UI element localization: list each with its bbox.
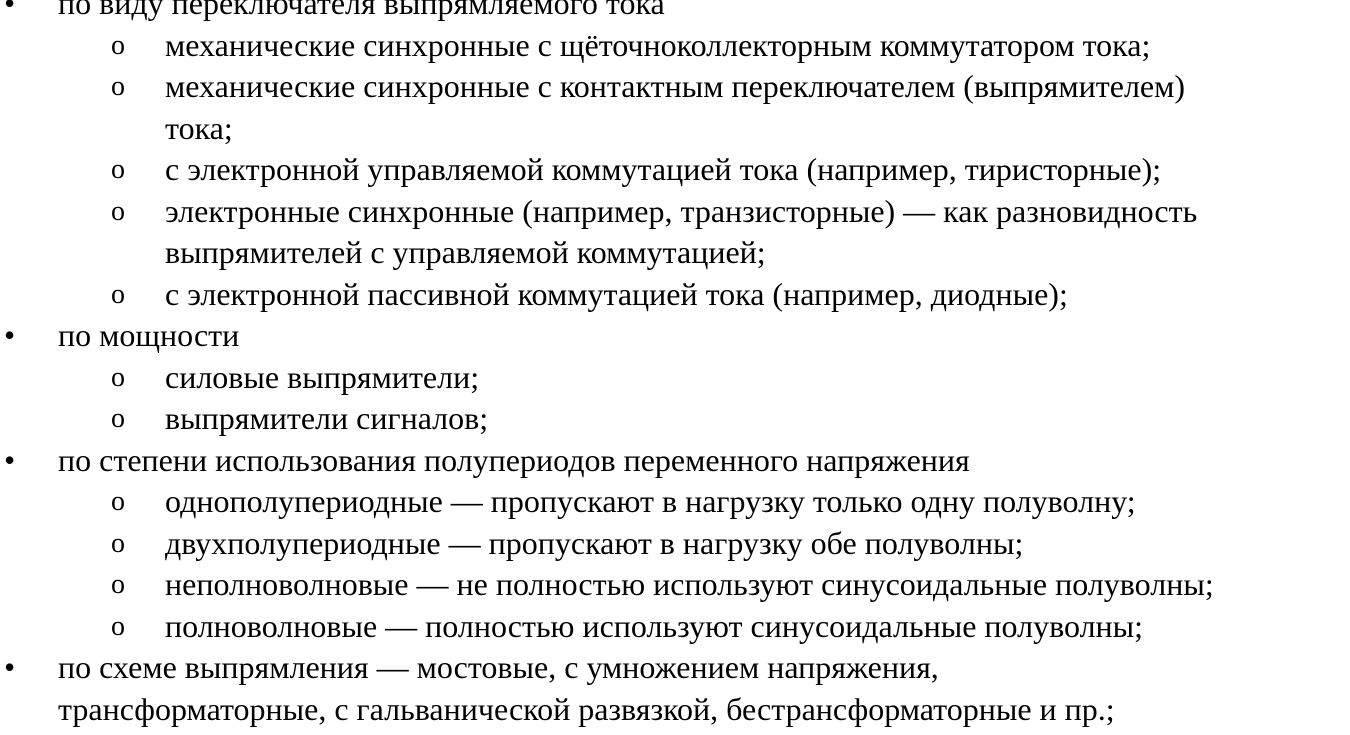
sub-list-item	[0, 357, 1350, 399]
sub-list-item	[0, 481, 1350, 523]
sub-list-item	[0, 398, 1350, 440]
sub-list-item-text: силовые выпрямители;	[165, 358, 480, 395]
circle-marker: o	[111, 569, 125, 600]
list-item-power	[0, 315, 1350, 357]
list-item-half-period-usage	[0, 440, 1350, 482]
sub-list-item	[0, 25, 1350, 67]
sub-list-item-text: с электронной пассивной коммутацией тока (например, диодные);	[165, 275, 1068, 312]
circle-marker: o	[111, 361, 125, 393]
sub-list-item-text: выпрямители сигналов;	[165, 400, 489, 436]
sub-list-item	[0, 191, 1350, 274]
sub-list-item-text: электронные синхронные (например, транзисторные) — как разновидность выпрямителей с управляемой коммутацией;	[165, 192, 1198, 270]
sub-list-item-text: двухполупериодные — пропускают в нагрузку обе полуволны;	[165, 524, 1024, 561]
list-item-switch-type	[0, 0, 1350, 25]
bullet-marker: •	[4, 317, 16, 353]
list-item-rectification-scheme	[0, 647, 1350, 730]
sub-list-item-text: механические синхронные с контактным переключателем (выпрямителем) тока;	[165, 68, 1186, 146]
list-item-text: по виду переключателя выпрямляемого тока	[58, 0, 665, 21]
sub-list-item	[0, 274, 1350, 316]
sub-list-item	[0, 606, 1350, 648]
circle-marker: o	[111, 71, 125, 102]
sub-list-item	[0, 66, 1350, 149]
sub-list-item-text: полноволновые — полностью используют синусоидальные полуволны;	[165, 607, 1144, 644]
circle-marker: o	[111, 154, 125, 185]
bullet-marker: •	[4, 0, 16, 21]
sub-list-item	[0, 149, 1350, 191]
sub-list-item	[0, 564, 1350, 606]
circle-marker: o	[111, 278, 125, 310]
circle-marker: o	[111, 195, 125, 227]
list-item-text: по степени использования полупериодов переменного напряжения	[58, 441, 970, 478]
circle-marker: o	[111, 29, 125, 61]
circle-marker: o	[111, 527, 125, 559]
sub-list-item-text: механические синхронные с щёточноколлекторным коммутатором тока;	[165, 26, 1151, 63]
list-item-text: по схеме выпрямления — мостовые, с умножением напряжения, трансформаторные, с гальванической развязкой, бестрансформаторные и пр.;	[58, 649, 1115, 727]
bullet-marker: •	[4, 441, 16, 478]
list-item-text: по мощности	[58, 317, 240, 353]
sub-list-item	[0, 523, 1350, 565]
bullet-marker: •	[4, 649, 16, 685]
circle-marker: o	[111, 486, 125, 517]
circle-marker: o	[111, 610, 125, 642]
sub-list-item-text: с электронной управляемой коммутацией тока (например, тиристорные);	[165, 151, 1162, 187]
sub-list-item-text: неполноволновые — не полностью используют синусоидальные полуволны;	[165, 566, 1214, 602]
sub-list-item-text: однополупериодные — пропускают в нагрузку только одну полуволну;	[165, 483, 1136, 519]
circle-marker: o	[111, 403, 125, 434]
